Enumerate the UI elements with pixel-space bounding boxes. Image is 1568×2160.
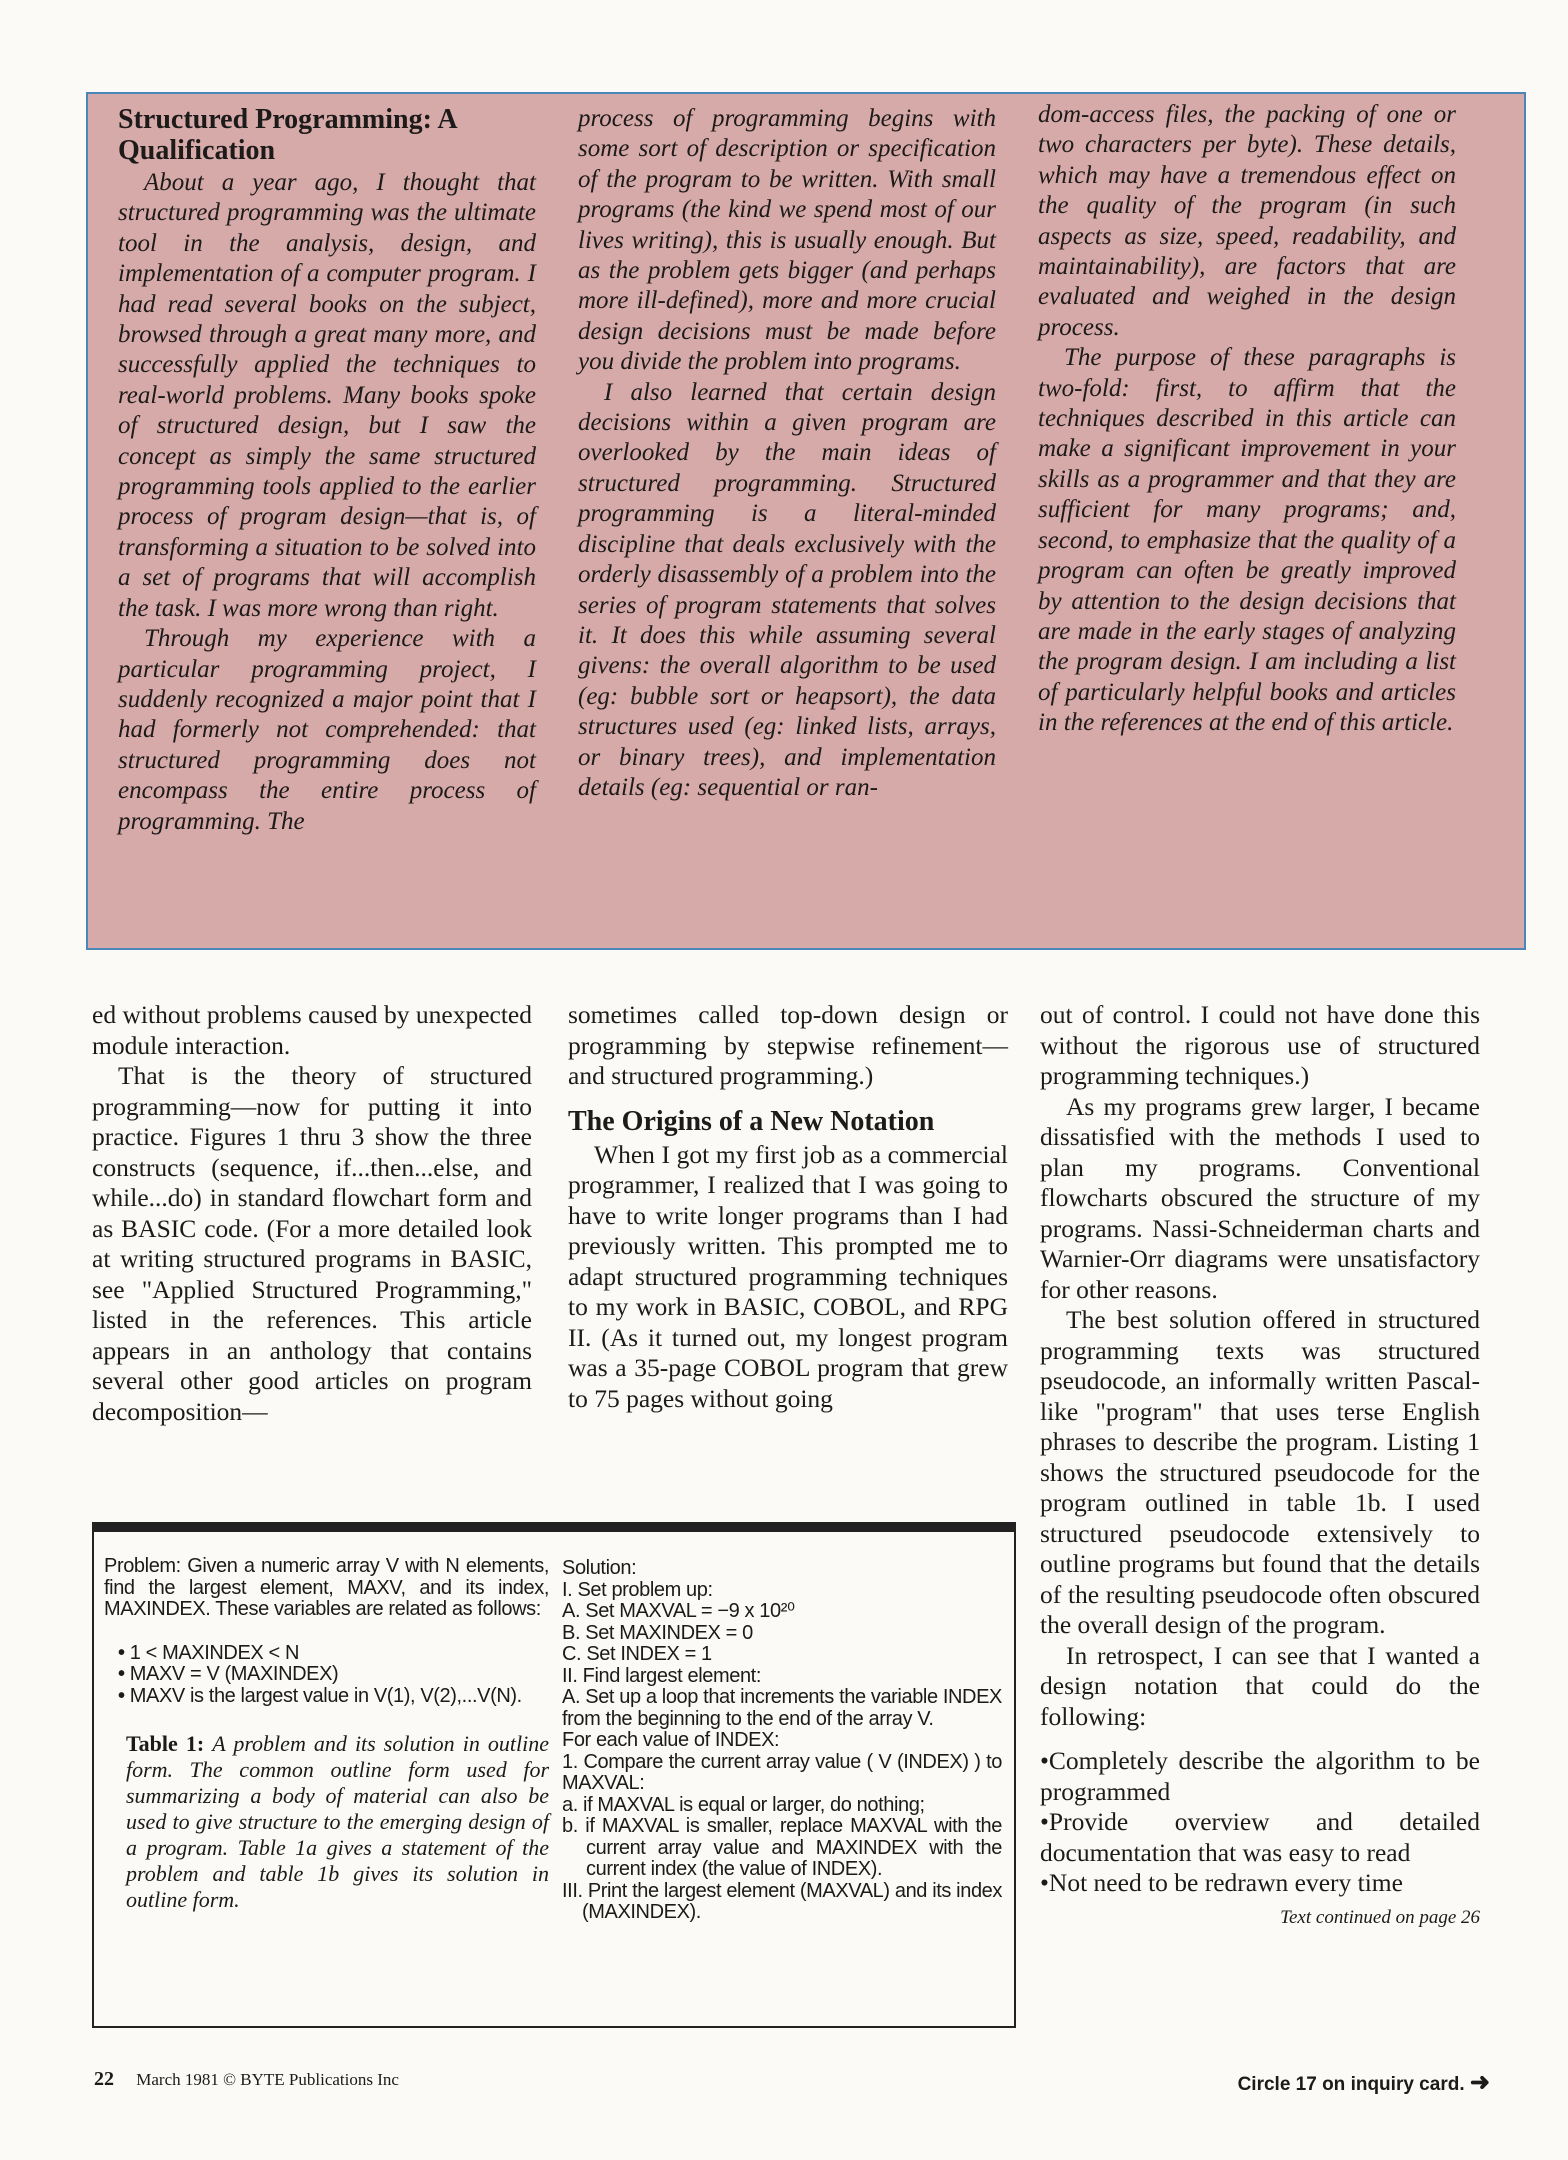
sidebar-paragraph: I also learned that certain design decisions within a given program are overlooked by the main ideas of structured programming. Structured programming is a literal-minded discipline that deals exclusively with the orderly disassembly of a problem into the series of program statements that solves it. It does this while assuming several givens: the overall algorithm to be used (eg: bubble sort or heapsort), the data structures used (eg: linked lists, arrays, or binary trees), and implementation details (eg: sequential or ran- bbox=[578, 378, 996, 801]
table-caption bbox=[126, 1731, 549, 1913]
footer-left bbox=[94, 2068, 399, 2091]
condition-item: • MAXV is the largest value in V(1), V(2),...V(N). bbox=[104, 1686, 549, 1708]
solution-line: 1. Compare the current array value ( V (INDEX) ) to MAXVAL: bbox=[562, 1750, 1002, 1794]
body-paragraph: In retrospect, I can see that I wanted a design notation that could do the following: bbox=[1040, 1640, 1480, 1731]
solution-line: C. Set INDEX = 1 bbox=[562, 1643, 712, 1665]
arrow-right-icon: ➜ bbox=[1469, 2069, 1490, 2096]
page-number: 22 bbox=[94, 2068, 114, 2090]
condition-item: • 1 < MAXINDEX < N bbox=[118, 1643, 549, 1665]
solution-line: A. Set MAXVAL = −9 x 10²⁰ bbox=[562, 1600, 795, 1622]
issue-credit: March 1981 © BYTE Publications Inc bbox=[136, 2070, 399, 2089]
body-column-2 bbox=[568, 1000, 1008, 1414]
continued-note: Text continued on page 26 bbox=[1280, 1906, 1480, 1928]
solution-line: a. if MAXVAL is equal or larger, do nothing; bbox=[562, 1793, 925, 1816]
list-item: •Completely describe the algorithm to be programmed bbox=[1040, 1746, 1480, 1806]
sidebar-paragraph: dom-access files, the packing of one or two characters per byte). These details, which may have a tremendous effect on the quality of the program (in such aspects as size, speed, readability, and maintainability), are factors that are evaluated and weighed in the design process. bbox=[1038, 101, 1456, 341]
list-item: •Not need to be redrawn every time bbox=[1040, 1868, 1403, 1897]
body-paragraph: ed without problems caused by unexpected module interaction. bbox=[92, 1000, 532, 1060]
table-problem bbox=[104, 1556, 549, 1913]
sidebar-column-1 bbox=[118, 104, 536, 837]
solution-line: Solution: bbox=[562, 1557, 637, 1579]
body-column-1 bbox=[92, 1000, 532, 1427]
solution-line: II. Find largest element: bbox=[562, 1664, 761, 1687]
solution-line: A. Set up a loop that increments the variable INDEX from the beginning to the end of the array V. bbox=[562, 1686, 1002, 1730]
table-1-box bbox=[92, 1522, 1016, 2028]
conditions-list bbox=[104, 1643, 549, 1708]
section-heading: The Origins of a New Notation bbox=[568, 1105, 935, 1137]
body-paragraph: out of control. I could not have done this without the rigorous use of structured programming techniques.) bbox=[1040, 1000, 1480, 1090]
caption-label: Table 1: bbox=[126, 1731, 205, 1756]
solution-line: For each value of INDEX: bbox=[562, 1729, 780, 1751]
solution-line: I. Set problem up: bbox=[562, 1578, 713, 1601]
sidebar-paragraph: Through my experience with a particular programming project, I suddenly recognized a major point that I had formerly not comprehended: that structured programming does not encompass the entire process of programming. The bbox=[118, 625, 536, 835]
solution-line: B. Set MAXINDEX = 0 bbox=[562, 1621, 753, 1644]
table-solution bbox=[562, 1558, 1002, 1924]
solution-line: b. if MAXVAL is smaller, replace MAXVAL with the current array value and MAXINDEX with the current index (the value of INDEX). bbox=[562, 1815, 1002, 1880]
sidebar-column-3 bbox=[1038, 100, 1456, 739]
body-paragraph: When I got my first job as a commercial programmer, I realized that I was going to have to write longer programs than I had previously written. This prompted me to adapt structured programming techniques to my work in BASIC, COBOL, and RPG II. (As it turned out, my longest program was a 35-page COBOL program that grew to 75 pages without going bbox=[568, 1139, 1008, 1413]
sidebar-paragraph: process of programming begins with some sort of description or specification of the program to be written. With small programs (the kind we spend most of our lives writing), this is usually enough. But as the problem gets bigger (and perhaps more ill-defined), more and more crucial design decisions must be made before you divide the problem into programs. bbox=[578, 105, 996, 376]
sidebar-paragraph: About a year ago, I thought that structured programming was the ultimate tool in the analysis, design, and implementation of a computer program. I had read several books on the subject, browsed through a great many more, and successfully applied the techniques to real-world problems. Many books spoke of structured design, but I saw the concept as simply the same structured programming tools applied to the earlier process of program design—that is, of transforming a situation to be solved into a set of programs that will accomplish the task. I was more wrong than right. bbox=[118, 169, 536, 622]
inquiry-note: Circle 17 on inquiry card. bbox=[1237, 2074, 1465, 2095]
body-column-3 bbox=[1040, 1000, 1480, 1933]
solution-line: III. Print the largest element (MAXVAL) and its index (MAXINDEX). bbox=[562, 1879, 1002, 1923]
condition-item: • MAXV = V (MAXINDEX) bbox=[118, 1664, 549, 1686]
body-paragraph: The best solution offered in structured programming texts was structured pseudocode, an informally written Pascal-like "program" that uses terse English phrases to describe the program. Listing 1 shows the structured pseudocode for the program outlined in table 1b. I used structured pseudocode extensively to outline programs but found that the details of the resulting pseudocode often obscured the overall design of the program. bbox=[1040, 1305, 1480, 1639]
body-paragraph: That is the theory of structured programming—now for putting it into practice. Figures 1 thru 3 show the three constructs (sequence, if...then...else, and while...do) in standard flowchart form and as BASIC code. (For a more detailed look at writing structured programs in BASIC, see "Applied Structured Programming," listed in the references. This article appears in an anthology that contains several other good articles on program decomposition— bbox=[92, 1061, 532, 1426]
sidebar-box bbox=[86, 92, 1526, 950]
sidebar-title: Structured Programming: A Qualification bbox=[118, 104, 457, 166]
body-paragraph: As my programs grew larger, I became dissatisfied with the methods I used to plan my programs. Conventional flowcharts obscured the structure of my programs. Nassi-Schneiderman charts and Warnier-Orr diagrams were unsatisfactory for other reasons. bbox=[1040, 1091, 1480, 1304]
sidebar-paragraph: The purpose of these paragraphs is two-fold: first, to affirm that the techniques described in this article can make a significant improvement in your skills as a programmer and that they are sufficient for many programs; and, second, to emphasize that the quality of a program can often be greatly improved by attention to the design decisions that are made in the early stages of analyzing the program design. I am including a list of particularly helpful books and articles in the references at the end of this article. bbox=[1038, 344, 1456, 737]
sidebar-column-2 bbox=[578, 104, 996, 803]
body-paragraph: sometimes called top-down design or programming by stepwise refinement—and structured programming.) bbox=[568, 1000, 1008, 1090]
caption-text: A problem and its solution in outline form. The common outline form used for summarizing a body of material can also be used to give structure to the emerging design of a program. Table 1a gives a statement of the problem and table 1b gives its solution in outline form. bbox=[126, 1731, 550, 1912]
list-item: •Provide overview and detailed documentation that was easy to read bbox=[1040, 1807, 1480, 1867]
footer-right bbox=[1238, 2068, 1490, 2097]
requirements-list bbox=[1040, 1746, 1480, 1899]
problem-statement: Problem: Given a numeric array V with N elements, find the largest element, MAXV, and its index, MAXINDEX. These variables are related as follows: bbox=[104, 1555, 549, 1620]
